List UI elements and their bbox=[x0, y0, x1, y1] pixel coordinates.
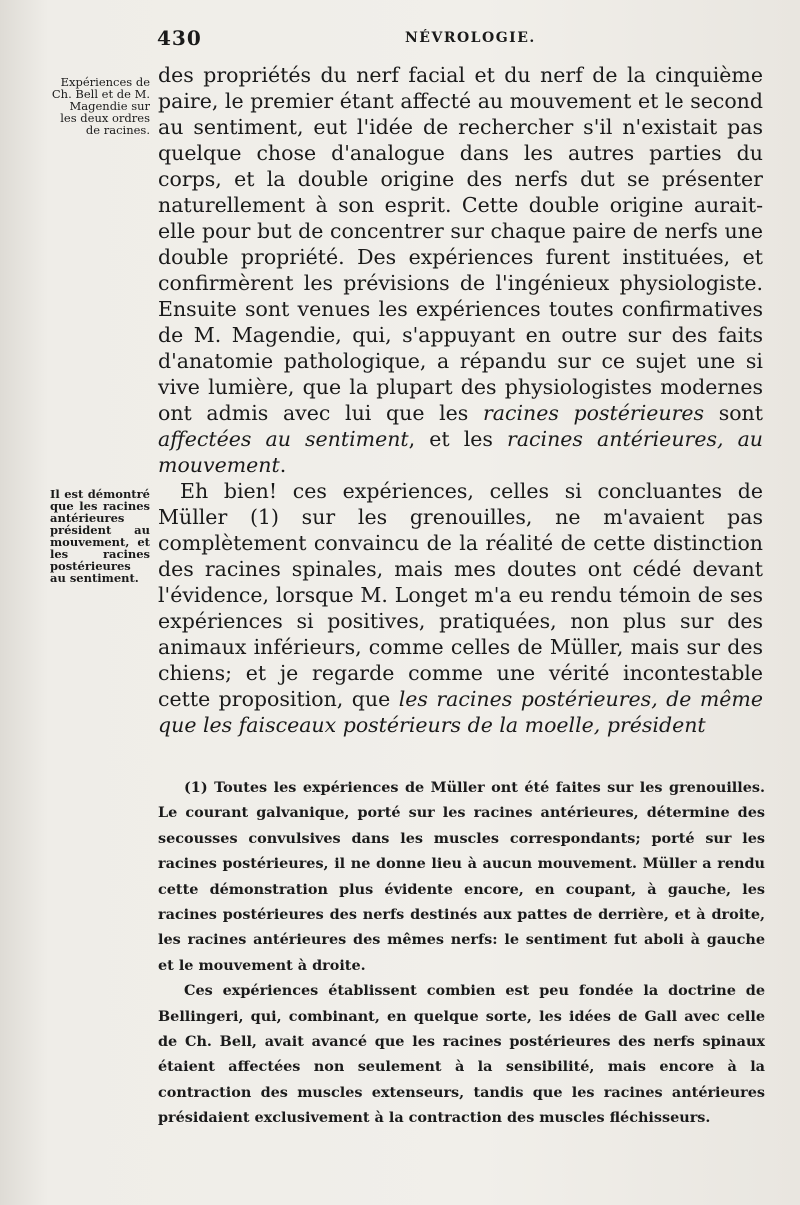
footnote-2: Ces expériences établissent combien est peu fondée la doctrine de Bellingeri, qui, combinant, en quelque sorte, les idées de Gall avec celle de Ch. Bell, avait avancé que les racines postérieures des nerfs spinaux étaient affectées non seulement à la sensibilité, mais encore à la contraction des muscles extenseurs, tandis que les racines antérieures présidaient exclusivement à la contraction des muscles fléchisseurs. bbox=[158, 982, 765, 1127]
paragraph-1 bbox=[158, 62, 763, 478]
main-text bbox=[158, 62, 763, 738]
paragraph-2-italic: les racines postérieures, de même que les faisceaux postérieurs de la moelle, président bbox=[158, 687, 763, 737]
page-number: 430 bbox=[157, 26, 202, 50]
footnote-1: (1) Toutes les expériences de Müller ont été faites sur les grenouilles. Le courant galvanique, porté sur les racines antérieures, détermine des secousses convulsives dans les muscles correspondants; porté sur les racines postérieures, il ne donne lieu à aucun mouvement. Müller a rendu cette démonstration plus évidente encore, en coupant, à gauche, les racines postérieures des nerfs destinés aux pattes de derrière, et à droite, les racines antérieures des mêmes nerfs: le sentiment fut aboli à gauche et le mouvement à droite. bbox=[158, 779, 765, 974]
paragraph-1-text-a: des propriétés du nerf facial et du nerf de la cinquième paire, le premier étant affecté au mouvement et le second au sentiment, eut l'idée de rechercher s'il n'existait pas quelque chose d'analogue dans les autres parties du corps, et la double origine des nerfs dut se présenter naturellement à son esprit. Cette double origine aurait-elle pour but de concentrer sur chaque paire de nerfs une double propriété. Des expériences furent instituées, et confirmèrent les prévisions de l'ingénieux physiologiste. Ensuite sont venues les expériences toutes confirmatives de M. Magendie, qui, s'appuyant en outre sur des faits d'anatomie pathologique, a répandu sur ce sujet une si vive lumière, que la plupart des physiologistes modernes ont admis avec lui que les bbox=[158, 63, 763, 425]
paragraph-1-text-b: sont bbox=[704, 401, 764, 425]
paragraph-2 bbox=[158, 478, 763, 738]
running-title: NÉVROLOGIE. bbox=[405, 30, 536, 46]
footnotes bbox=[158, 775, 765, 1131]
page-header bbox=[0, 26, 800, 56]
paragraph-1-italic-1: racines postérieures bbox=[482, 401, 705, 425]
paragraph-1-text-d: . bbox=[279, 453, 287, 477]
paragraph-1-text-c: , et les bbox=[408, 427, 508, 451]
paragraph-2-text: Eh bien! ces expériences, celles si concluantes de Müller (1) sur les grenouilles, ne m'avaient pas complètement convaincu de la réalité de cette distinction des racines spinales, mais mes doutes ont cédé devant l'évidence, lorsque M. Longet m'a eu rendu témoin de ses expériences si positives, pratiquées, non plus sur des animaux inférieurs, comme celles de Müller, mais sur des chiens; et je regarde comme une vérité incontestable cette proposition, que bbox=[158, 479, 763, 711]
margin-note-experiences: Expériences de Ch. Bell et de M. Magendie sur les deux ordres de racines. bbox=[51, 75, 150, 137]
paragraph-1-italic-2: affectées au sentiment bbox=[158, 427, 409, 451]
margin-note-demonstration: Il est démontré que les racines antérieures président au mouvement, et les racines postérieures au sentiment. bbox=[50, 487, 150, 585]
paragraph-1-italic-3: racines antérieures, au mouvement bbox=[158, 427, 764, 477]
